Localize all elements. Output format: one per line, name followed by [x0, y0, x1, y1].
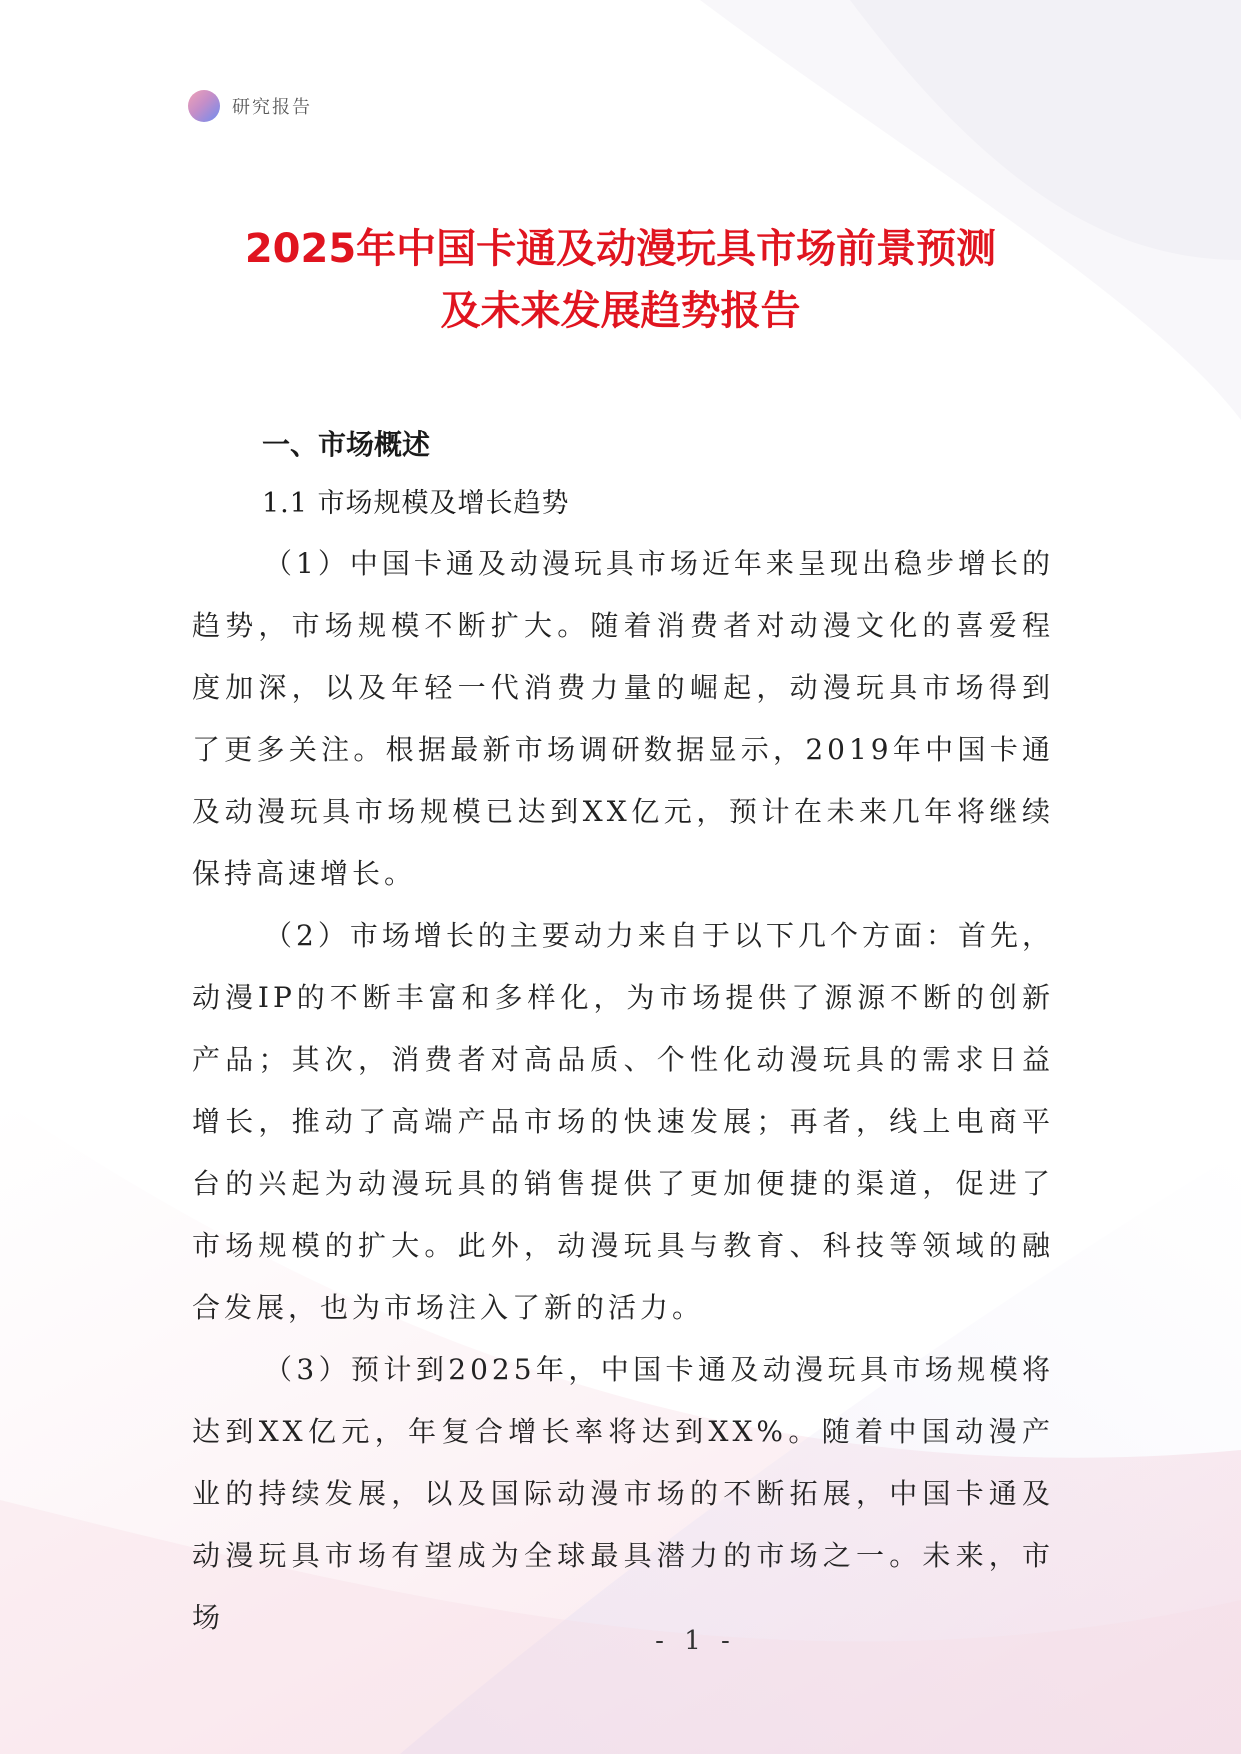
logo-icon — [188, 90, 220, 122]
subsection-heading: 1.1 市场规模及增长趋势 — [262, 488, 570, 519]
section-heading: 一、市场概述 — [262, 428, 431, 461]
paragraph-1: （1）中国卡通及动漫玩具市场近年来呈现出稳步增长的趋势，市场规模不断扩大。随着消费者对动漫文化的喜爱程度加深，以及年轻一代消费力量的崛起，动漫玩具市场得到了更多关注。根据最新市场调研数据显示，2019年中国卡通及动漫玩具市场规模已达到XX亿元，预计在未来几年将继续保持高速增长。 — [192, 547, 1054, 890]
title-line-2: 及未来发展趋势报告 — [440, 288, 801, 334]
paragraph-3: （3）预计到2025年，中国卡通及动漫玩具市场规模将达到XX亿元，年复合增长率将达到XX%。随着中国动漫产业的持续发展，以及国际动漫市场的不断拓展，中国卡通及动漫玩具市场有望成为全球最具潜力的市场之一。未来，市场 — [192, 1353, 1054, 1634]
document-body — [192, 415, 1054, 1649]
page-number: - 1 - — [655, 1626, 736, 1656]
page-header — [188, 89, 312, 123]
document-title — [0, 218, 1241, 342]
header-label: 研究报告 — [232, 97, 312, 118]
paragraph-2: （2）市场增长的主要动力来自于以下几个方面：首先，动漫IP的不断丰富和多样化，为市场提供了源源不断的创新产品；其次，消费者对高品质、个性化动漫玩具的需求日益增长，推动了高端产品市场的快速发展；再者，线上电商平台的兴起为动漫玩具的销售提供了更加便捷的渠道，促进了市场规模的扩大。此外，动漫玩具与教育、科技等领域的融合发展，也为市场注入了新的活力。 — [192, 919, 1054, 1324]
title-line-1: 2025年中国卡通及动漫玩具市场前景预测 — [244, 226, 997, 272]
